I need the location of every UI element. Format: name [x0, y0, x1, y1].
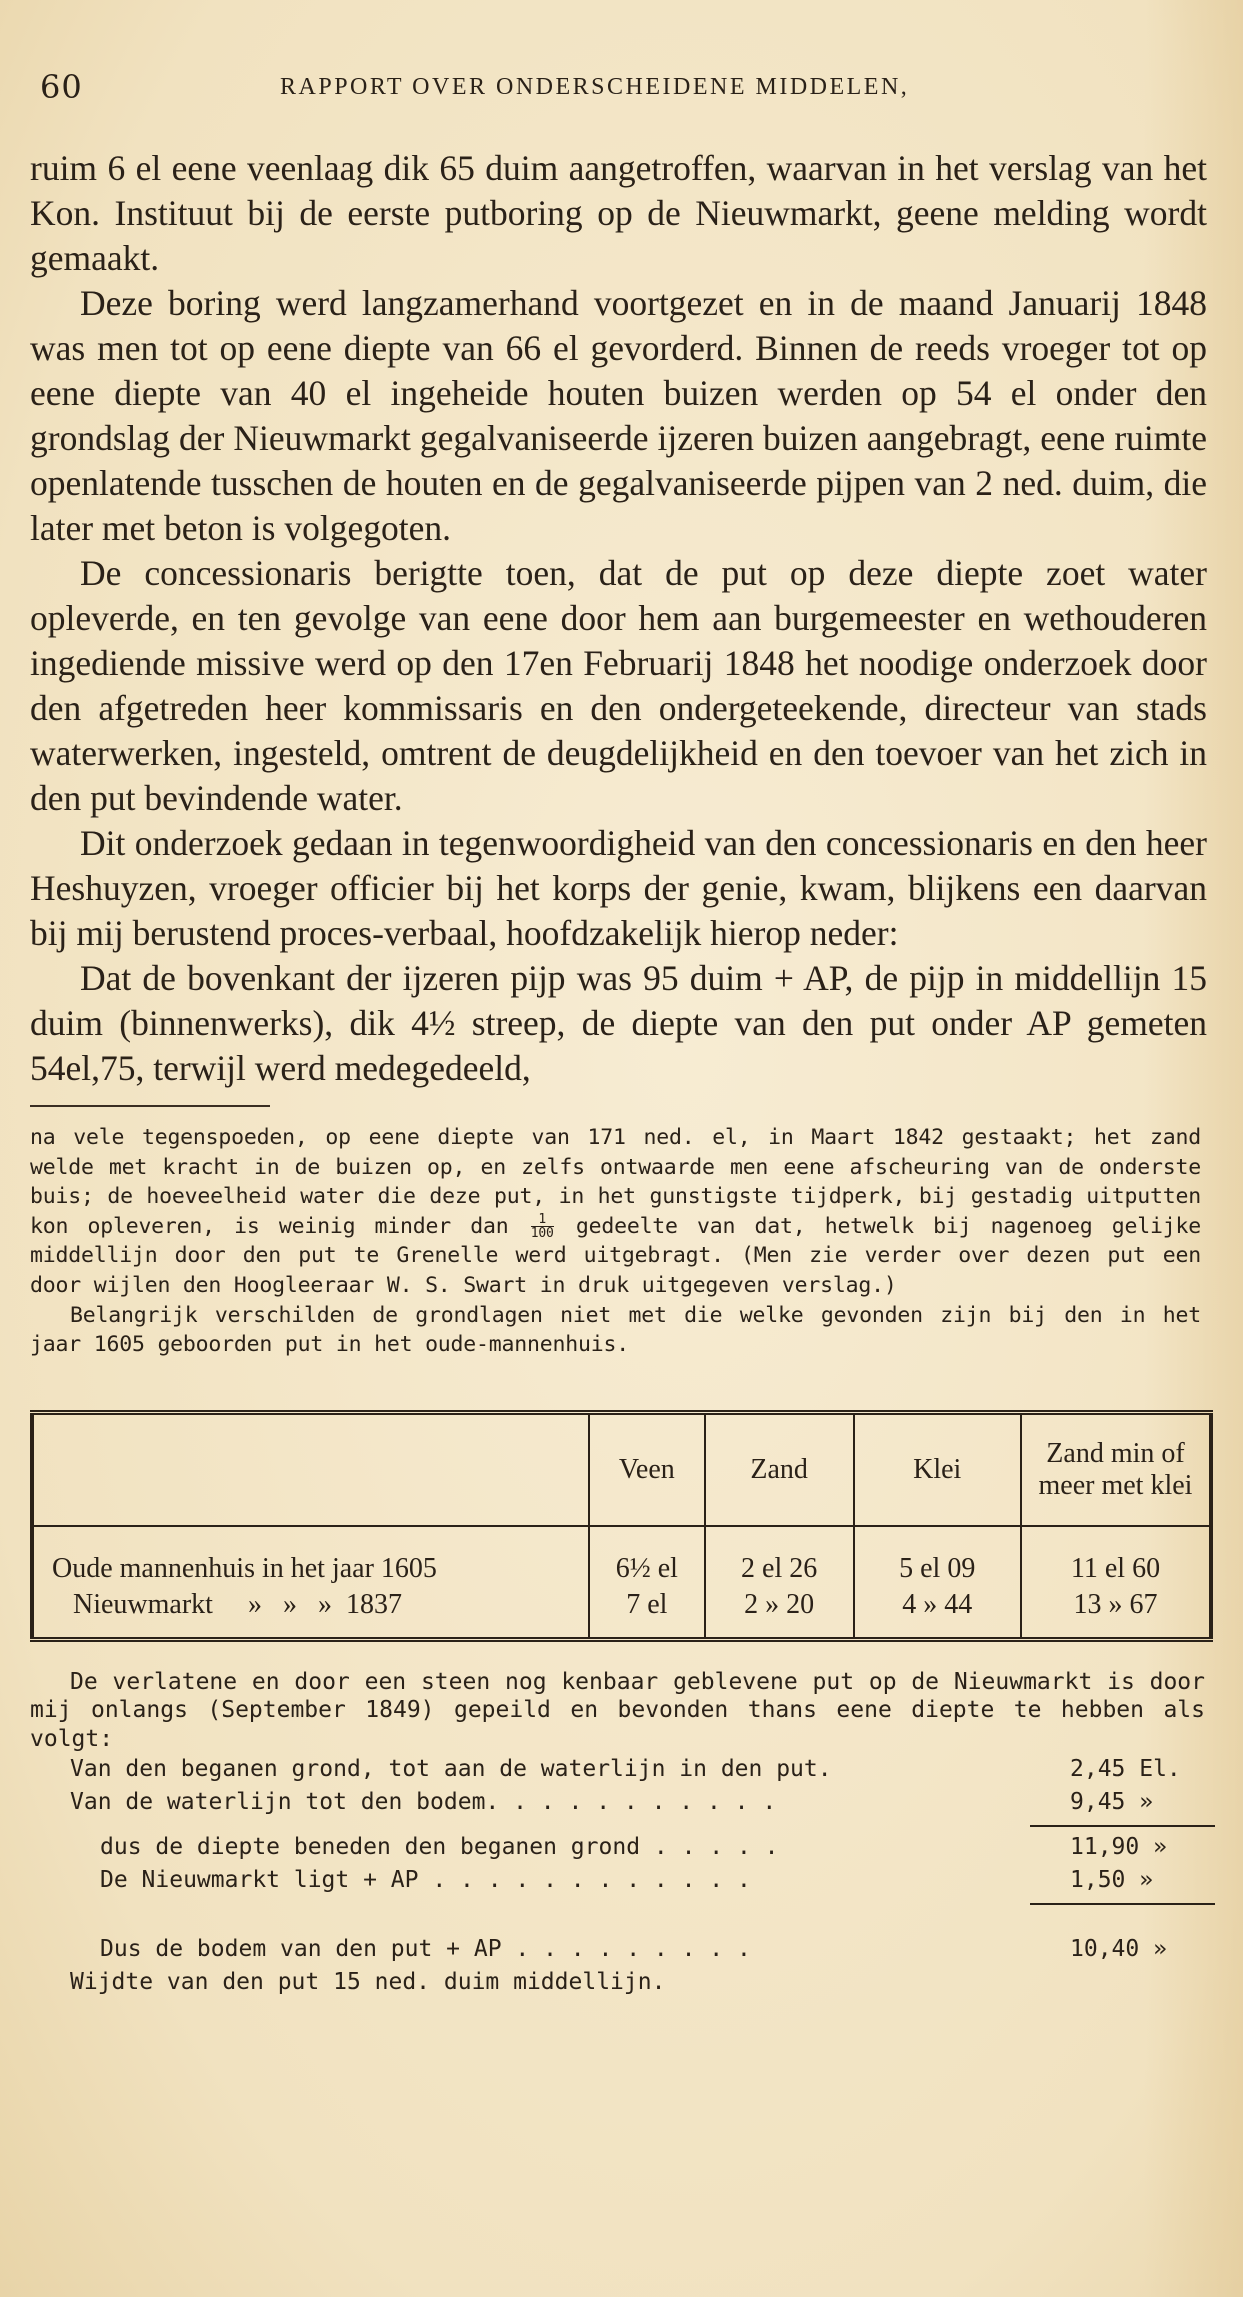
measurement-label: Dus de bodem van den put + AP . . . . . . . . . [100, 1936, 751, 1963]
measurement-label: Wijdte van den put 15 ned. duim middellijn. [70, 1969, 666, 1996]
sounding-section [30, 1668, 1215, 2000]
table-cell-zand-klei: 13 » 67 [1021, 1587, 1211, 1640]
footnote-2: Belangrijk verschilden de grondlagen niet met die welke gevonden zijn bij den in het jaar 1605 geboorden put in het oude-mannenhuis. [30, 1302, 1201, 1358]
measurement-row [30, 1864, 1215, 1897]
table-header-row [32, 1412, 1211, 1526]
measurement-label: dus de diepte beneden den beganen grond . . . . . [100, 1834, 779, 1861]
running-title: RAPPORT OVER ONDERSCHEIDENE MIDDELEN, [280, 74, 910, 100]
sounding-intro: De verlatene en door een steen nog kenbaar geblevene put op de Nieuwmarkt is door mij onlangs (September 1849) gepeild en bevonden thans eene diepte te hebben als volgt: [30, 1668, 1205, 1752]
measurement-value: 1,50 » [1070, 1867, 1154, 1894]
measurement-value: 2,45 El. [1070, 1756, 1181, 1783]
measurement-label: De Nieuwmarkt ligt + AP . . . . . . . . . . . . [100, 1867, 751, 1894]
difference-rule [1030, 1903, 1215, 1905]
table-cell-klei: 5 el 09 [854, 1551, 1021, 1587]
table-header-zand-klei [1021, 1412, 1211, 1526]
footnote-rule [30, 1105, 270, 1107]
table-header-klei: Klei [854, 1412, 1021, 1526]
fraction-numerator: 1 [531, 1213, 554, 1227]
measurement-label: Van den beganen grond, tot aan de waterlijn in den put. [70, 1756, 832, 1783]
measurement-row [30, 1786, 1215, 1819]
measurement-value: 11,90 » [1070, 1834, 1167, 1861]
footnote-1 [30, 1123, 1215, 1301]
table-header-zand-klei-line2: meer met klei [1038, 1469, 1193, 1501]
table-cell-zand-klei: 11 el 60 [1021, 1551, 1211, 1587]
sum-rule [1030, 1825, 1215, 1827]
measurement-label: Van de waterlijn tot den bodem. . . . . . . . . . . [70, 1789, 777, 1816]
fraction [531, 1213, 554, 1240]
measurement-value: 9,45 » [1070, 1789, 1154, 1816]
table-cell-zand: 2 el 26 [705, 1551, 854, 1587]
table-cell-veen: 6½ el [589, 1551, 705, 1587]
paragraph-4: Dit onderzoek gedaan in tegenwoordigheid van den concessionaris en den heer Heshuyzen, vroeger officier bij het korps der genie, kwam, blijkens een daarvan bij mij berustend proces-verbaal, hoofdzakelijk hierop neder: [30, 823, 1207, 953]
measurement-row [30, 1831, 1215, 1864]
measurement-row [30, 1933, 1215, 1966]
table-header-veen: Veen [589, 1412, 705, 1526]
table-cell-location: Oude mannenhuis in het jaar 1605 [52, 1552, 437, 1584]
page-number: 60 [40, 68, 83, 106]
measurement-row [30, 1753, 1215, 1786]
strata-table [30, 1410, 1213, 1642]
table-cell-veen: 7 el [589, 1587, 705, 1640]
footnote-text-b: gedeelte van dat, hetwelk bij nagenoeg gelijke middellijn door den put te Grenelle werd uitgebragt. (Men zie verder over dezen put een door wijlen den Hoogleeraar W. S. Swart in druk uitgegeven verslag.) [30, 1213, 1201, 1298]
paragraph-1: ruim 6 el eene veenlaag dik 65 duim aangetroffen, waarvan in het verslag van het Kon. Instituut bij de eerste putboring op de Nieuwmarkt, geene melding wordt gemaakt. [30, 148, 1207, 278]
measurement-row [30, 1966, 1215, 1999]
table-cell-location: Nieuwmarkt » » » 1837 [52, 1588, 402, 1620]
strata-table-wrap [30, 1410, 1215, 1642]
table-spacer-row [32, 1526, 1211, 1551]
body-text [30, 146, 1215, 1091]
table-cell-klei: 4 » 44 [854, 1587, 1021, 1640]
measurement-value: 10,40 » [1070, 1936, 1167, 1963]
table-row [32, 1587, 1211, 1640]
footnote-text-a: na vele tegenspoeden, op eene diepte van 171 ned. el, in Maart 1842 gestaakt; het zand welde met kracht in de buizen op, en zelfs ontwaarde men eene afscheuring van de onderste buis; de hoeveelheid water die deze put, in het gunstigste tijdperk, bij gestadig uitputten kon opleveren, is weinig minder dan [30, 1125, 1201, 1239]
table-header-zand: Zand [705, 1412, 854, 1526]
paragraph-3: De concessionaris berigtte toen, dat de put op deze diepte zoet water opleverde, en ten gevolge van eene door hem aan burgemeester en wethouderen ingediende missive werd op den 17en Februarij 1848 het noodige onderzoek door den afgetreden heer kommissaris en den ondergeteekende, directeur van stads waterwerken, ingesteld, omtrent de deugdelijkheid en den toevoer van het zich in den put bevindende water. [30, 553, 1207, 818]
table-header-zand-klei-line1: Zand min of [1046, 1437, 1185, 1469]
table-header-stub [32, 1412, 589, 1526]
fraction-denominator: 100 [530, 1226, 554, 1242]
running-head [30, 62, 1215, 116]
table-row [32, 1551, 1211, 1587]
paragraph-5: Dat de bovenkant der ijzeren pijp was 95 duim + AP, de pijp in middellijn 15 duim (binnenwerks), dik 4½ streep, de diepte van den put onder AP gemeten 54el,75, terwijl werd medegedeeld, [30, 958, 1207, 1088]
paragraph-2: Deze boring werd langzamerhand voortgezet en in de maand Januarij 1848 was men tot op eene diepte van 66 el gevorderd. Binnen de reeds vroeger tot op eene diepte van 40 el ingeheide houten buizen werden op 54 el onder den grondslag der Nieuwmarkt gegalvaniseerde ijzeren buizen aangebragt, eene ruimte openlatende tusschen de houten en de gegalvaniseerde pijpen van 2 ned. duim, die later met beton is volgegoten. [30, 283, 1207, 548]
table-cell-zand: 2 » 20 [705, 1587, 854, 1640]
